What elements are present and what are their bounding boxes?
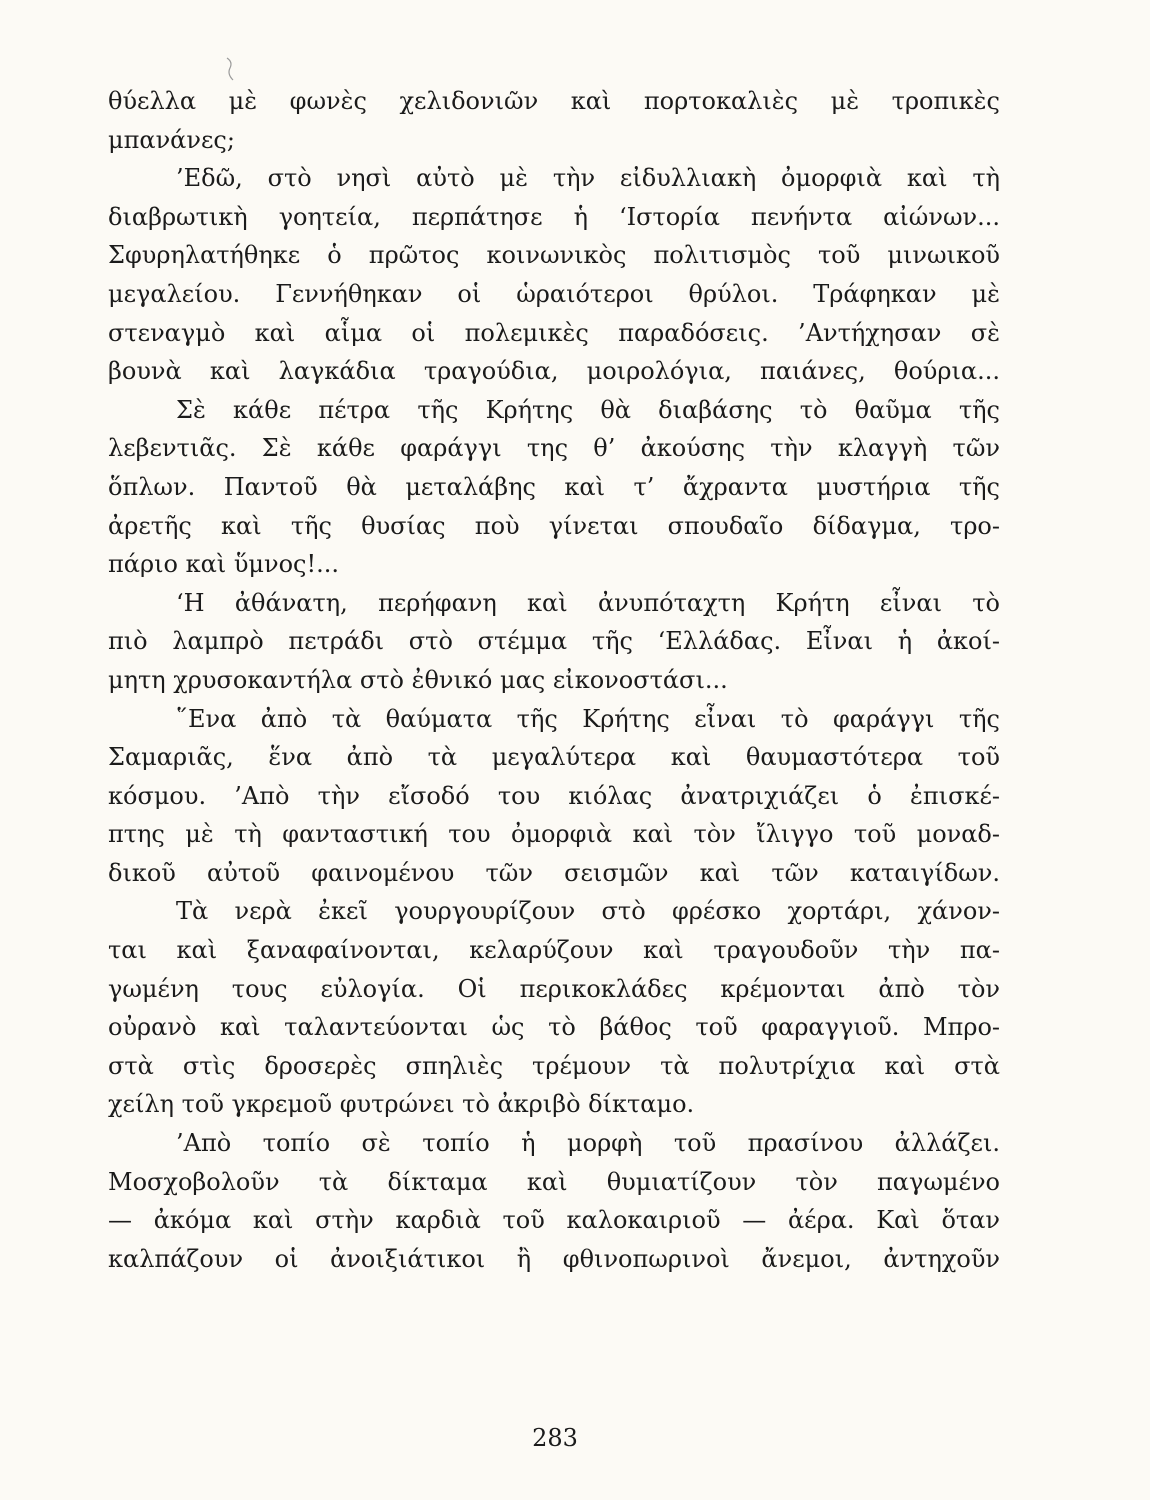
text-line: δικοῦ αὐτοῦ φαινομένου τῶν σεισμῶν καὶ τῶν καταιγίδων. bbox=[108, 858, 1000, 887]
text-line: μπανάνες; bbox=[108, 125, 235, 154]
text-line: μεγαλείου. Γεννήθηκαν οἱ ὡραιότεροι θρύλοι. Τράφηκαν μὲ bbox=[108, 279, 1000, 308]
text-line: κόσμου. ’Απὸ τὴν εἴσοδό του κιόλας ἀνατριχιάζει ὁ ἐπισκέ- bbox=[108, 781, 1000, 810]
text-line: οὐρανὸ καὶ ταλαντεύονται ὡς τὸ βάθος τοῦ φαραγγιοῦ. Μπρο- bbox=[108, 1013, 1000, 1042]
text-line: ῞Ενα ἀπὸ τὰ θαύματα τῆς Κρήτης εἶναι τὸ φαράγγι τῆς bbox=[176, 704, 1000, 733]
ink-mark-icon bbox=[224, 56, 238, 84]
text-line: στεναγμὸ καὶ αἷμα οἱ πολεμικὲς παραδόσεις. ’Αντήχησαν σὲ bbox=[108, 318, 1000, 347]
text-line: πτης μὲ τὴ φανταστική του ὀμορφιὰ καὶ τὸν ἴλιγγο τοῦ μοναδ- bbox=[108, 820, 1000, 849]
text-line: πάριο καὶ ὕμνος!... bbox=[108, 550, 340, 579]
text-line: ὅπλων. Παντοῦ θὰ μεταλάβης καὶ τ’ ἄχραντα μυστήρια τῆς bbox=[108, 472, 1000, 501]
text-line: ’Απὸ τοπίο σὲ τοπίο ἡ μορφὴ τοῦ πρασίνου ἀλλάζει. bbox=[176, 1129, 1000, 1158]
body-text bbox=[108, 82, 1000, 1278]
text-line: Τὰ νερὰ ἐκεῖ γουργουρίζουν στὸ φρέσκο χορτάρι, χάνον- bbox=[176, 897, 1000, 926]
text-line: ‘Η ἀθάνατη, περήφανη καὶ ἀνυπόταχτη Κρήτη εἶναι τὸ bbox=[176, 588, 1000, 617]
text-line: πιὸ λαμπρὸ πετράδι στὸ στέμμα τῆς ‘Ελλάδας. Εἶναι ἡ ἀκοί- bbox=[108, 627, 1000, 656]
text-line: μητη χρυσοκαντήλα στὸ ἐθνικό μας εἰκονοστάσι... bbox=[108, 665, 728, 694]
text-line: θύελλα μὲ φωνὲς χελιδονιῶν καὶ πορτοκαλιὲς μὲ τροπικὲς bbox=[108, 87, 1000, 115]
text-line: καλπάζουν οἱ ἀνοιξιάτικοι ἢ φθινοπωρινοὶ ἄνεμοι, ἀντηχοῦν bbox=[108, 1244, 1000, 1273]
text-line: Μοσχοβολοῦν τὰ δίκταμα καὶ θυμιατίζουν τὸν παγωμένο bbox=[108, 1167, 1000, 1196]
text-line: βουνὰ καὶ λαγκάδια τραγούδια, μοιρολόγια, παιάνες, θούρια... bbox=[108, 357, 1000, 386]
text-line: γωμένη τους εὐλογία. Οἱ περικοκλάδες κρέμονται ἀπὸ τὸν bbox=[108, 974, 1000, 1003]
text-line: διαβρωτικὴ γοητεία, περπάτησε ἡ ‘Ιστορία πενήντα αἰώνων... bbox=[108, 202, 1000, 231]
text-line: Σὲ κάθε πέτρα τῆς Κρήτης θὰ διαβάσης τὸ θαῦμα τῆς bbox=[176, 395, 1000, 424]
text-line: — ἀκόμα καὶ στὴν καρδιὰ τοῦ καλοκαιριοῦ — ἀέρα. Καὶ ὅταν bbox=[108, 1206, 1000, 1235]
text-line: στὰ στὶς δροσερὲς σπηλιὲς τρέμουν τὰ πολυτρίχια καὶ στὰ bbox=[108, 1051, 1000, 1080]
text-line: ται καὶ ξαναφαίνονται, κελαρύζουν καὶ τραγουδοῦν τὴν πα- bbox=[108, 936, 1000, 965]
text-line: ’Εδῶ, στὸ νησὶ αὐτὸ μὲ τὴν εἰδυλλιακὴ ὀμορφιὰ καὶ τὴ bbox=[176, 164, 1000, 193]
text-line: Σφυρηλατήθηκε ὁ πρῶτος κοινωνικὸς πολιτισμὸς τοῦ μινωικοῦ bbox=[108, 241, 1000, 270]
text-line: λεβεντιᾶς. Σὲ κάθε φαράγγι της θ’ ἀκούσης τὴν κλαγγὴ τῶν bbox=[108, 434, 1000, 463]
text-line: χείλη τοῦ γκρεμοῦ φυτρώνει τὸ ἀκριβὸ δίκταμο. bbox=[108, 1090, 695, 1119]
text-line: ἀρετῆς καὶ τῆς θυσίας ποὺ γίνεται σπουδαῖο δίδαγμα, τρο- bbox=[108, 511, 1000, 540]
page-number: 283 bbox=[532, 1424, 578, 1452]
text-line: Σαμαριᾶς, ἕνα ἀπὸ τὰ μεγαλύτερα καὶ θαυμαστότερα τοῦ bbox=[108, 743, 1000, 772]
